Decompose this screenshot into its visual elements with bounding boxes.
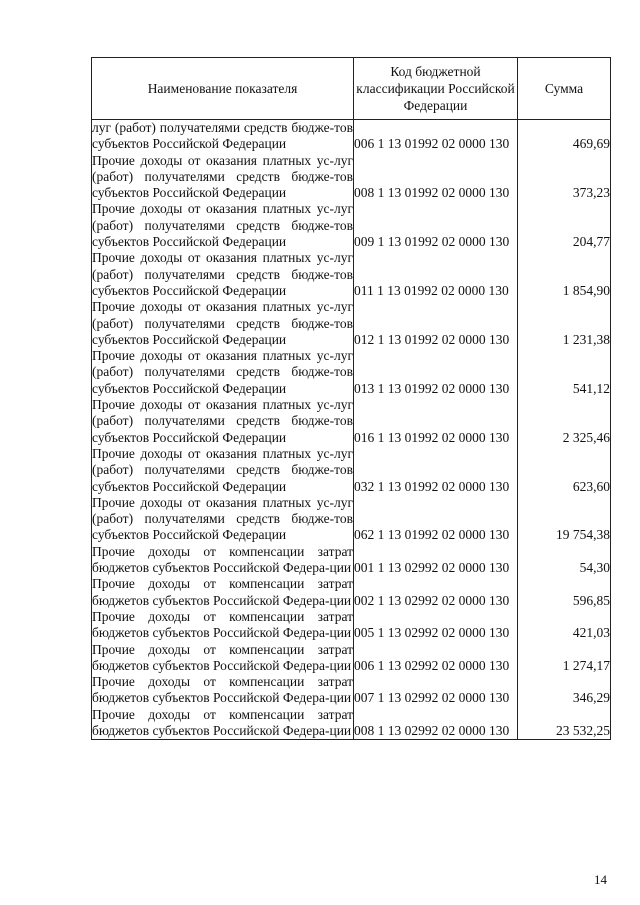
table-row: [92, 153, 611, 202]
header-sum: Сумма: [518, 58, 611, 120]
header-budget-code: Код бюджетной классификации Российской Федерации: [354, 58, 518, 120]
row-sum: 623,60: [518, 446, 611, 495]
row-indicator-name: Прочие доходы от оказания платных ус-луг (работ) получателями средств бюдже-тов субъектов Российской Федерации: [92, 397, 353, 445]
budget-revenue-table: [91, 57, 611, 740]
row-budget-code: 013 1 13 01992 02 0000 130: [354, 348, 518, 397]
table-row: [92, 707, 611, 740]
row-indicator-name: Прочие доходы от компенсации затрат бюджетов субъектов Российской Федера-ции: [92, 608, 353, 641]
row-indicator-name: Прочие доходы от оказания платных ус-луг (работ) получателями средств бюдже-тов субъектов Российской Федерации: [92, 348, 353, 396]
row-sum: 596,85: [518, 576, 611, 609]
row-indicator-name: Прочие доходы от компенсации затрат бюджетов субъектов Российской Федера-ции: [92, 641, 353, 673]
row-sum: 541,12: [518, 348, 611, 397]
table-row: [92, 201, 611, 250]
row-budget-code: 007 1 13 02992 02 0000 130: [354, 674, 518, 707]
page-number: 14: [594, 872, 607, 887]
row-budget-code: 032 1 13 01992 02 0000 130: [354, 446, 518, 495]
row-sum: 373,23: [518, 153, 611, 202]
row-sum: 469,69: [518, 120, 611, 153]
row-indicator-name: Прочие доходы от оказания платных ус-луг (работ) получателями средств бюдже-тов субъектов Российской Федерации: [92, 152, 353, 201]
row-budget-code: 006 1 13 02992 02 0000 130: [354, 642, 518, 675]
table-row: [92, 544, 611, 577]
table-header-row: [92, 58, 611, 120]
row-budget-code: 008 1 13 02992 02 0000 130: [354, 707, 518, 740]
table-row: [92, 397, 611, 446]
table-row: [92, 609, 611, 642]
table-row: [92, 674, 611, 707]
table-row: [92, 446, 611, 495]
row-budget-code: 005 1 13 02992 02 0000 130: [354, 609, 518, 642]
row-indicator-name: Прочие доходы от компенсации затрат бюджетов субъектов Российской Федера-ции: [92, 706, 353, 738]
row-sum: 421,03: [518, 609, 611, 642]
row-indicator-name: Прочие доходы от компенсации затрат бюджетов субъектов Российской Федера-ции: [92, 576, 353, 608]
table-row: [92, 495, 611, 544]
row-sum: 54,30: [518, 544, 611, 577]
row-sum: 2 325,46: [518, 397, 611, 446]
table-row: [92, 250, 611, 299]
table-row: [92, 642, 611, 675]
table-row: [92, 299, 611, 348]
row-indicator-name: Прочие доходы от компенсации затрат бюджетов субъектов Российской Федера-ции: [92, 674, 353, 706]
row-sum: 1 274,17: [518, 642, 611, 675]
row-budget-code: 009 1 13 01992 02 0000 130: [354, 201, 518, 250]
row-budget-code: 012 1 13 01992 02 0000 130: [354, 299, 518, 348]
row-sum: 204,77: [518, 201, 611, 250]
row-indicator-name: Прочие доходы от оказания платных ус-луг (работ) получателями средств бюдже-тов субъектов Российской Федерации: [92, 299, 353, 347]
row-sum: 23 532,25: [518, 707, 611, 740]
row-sum: 1 231,38: [518, 299, 611, 348]
row-budget-code: 002 1 13 02992 02 0000 130: [354, 576, 518, 609]
row-sum: 19 754,38: [518, 495, 611, 544]
row-budget-code: 011 1 13 01992 02 0000 130: [354, 250, 518, 299]
row-sum: 1 854,90: [518, 250, 611, 299]
row-indicator-name: луг (работ) получателями средств бюдже-тов субъектов Российской Федерации: [92, 120, 353, 152]
table-row: [92, 576, 611, 609]
row-sum: 346,29: [518, 674, 611, 707]
row-indicator-name: Прочие доходы от оказания платных ус-луг (работ) получателями средств бюдже-тов субъектов Российской Федерации: [92, 250, 353, 298]
row-budget-code: 006 1 13 01992 02 0000 130: [354, 120, 518, 153]
row-budget-code: 062 1 13 01992 02 0000 130: [354, 495, 518, 544]
header-indicator-name: Наименование показателя: [92, 58, 354, 120]
row-indicator-name: Прочие доходы от оказания платных ус-луг (работ) получателями средств бюдже-тов субъектов Российской Федерации: [92, 201, 353, 250]
row-budget-code: 008 1 13 01992 02 0000 130: [354, 153, 518, 202]
table-row: [92, 348, 611, 397]
row-indicator-name: Прочие доходы от оказания платных ус-луг (работ) получателями средств бюдже-тов субъектов Российской Федерации: [92, 445, 353, 494]
row-budget-code: 001 1 13 02992 02 0000 130: [354, 544, 518, 577]
row-indicator-name: Прочие доходы от оказания платных ус-луг (работ) получателями средств бюдже-тов субъектов Российской Федерации: [92, 494, 353, 543]
row-indicator-name: Прочие доходы от компенсации затрат бюджетов субъектов Российской Федера-ции: [92, 543, 353, 576]
table-row: [92, 120, 611, 153]
row-budget-code: 016 1 13 01992 02 0000 130: [354, 397, 518, 446]
